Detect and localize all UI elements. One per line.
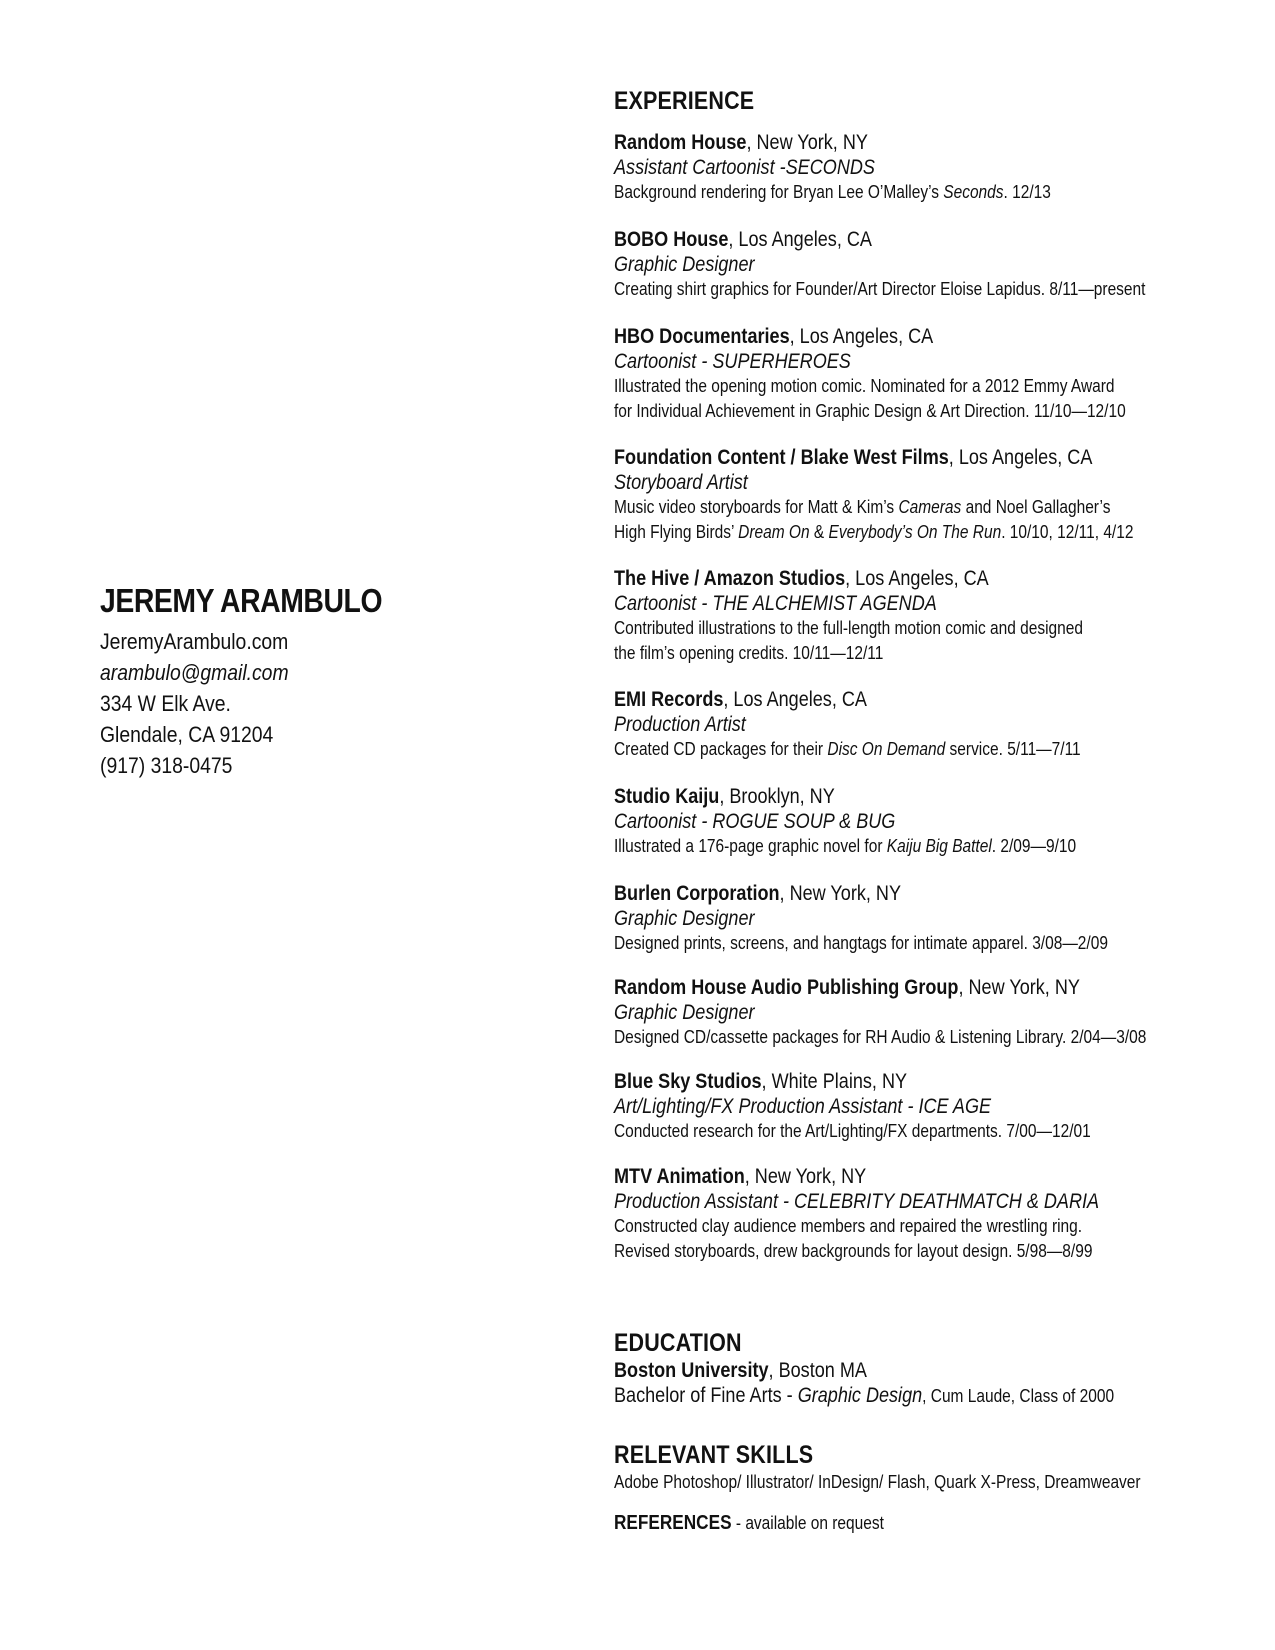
job-entry [614,1069,1168,1144]
job-title: Graphic Designer [614,907,755,930]
experience-heading: EXPERIENCE [614,87,755,115]
skills-section [614,1440,1226,1495]
italic-work-title: Dream On [738,522,810,542]
description-text: Illustrated a 176-page graphic novel for [614,836,887,856]
job-entry [614,130,1122,205]
job-description-line [614,520,1133,545]
job-header [614,1164,1099,1189]
job-header [614,227,1145,252]
description-text: High Flying Birds’ [614,522,739,542]
job-title: Production Assistant - CELEBRITY DEATHMATCH & DARIA [614,1190,1100,1213]
job-description-line [614,180,1051,205]
job-header [614,324,1126,349]
website: JeremyArambulo.com [100,629,289,654]
job-title: Cartoonist - THE ALCHEMIST AGENDA [614,592,937,615]
description-text: Revised storyboards, drew backgrounds for layout design. 5/98—8/99 [614,1241,1093,1261]
school-name: Boston University [614,1359,769,1382]
job-description-line [614,641,1083,666]
italic-work-title: Cameras [898,497,962,517]
description-text: Conducted research for the Art/Lighting/FX departments. 7/00—12/01 [614,1121,1091,1141]
job-entry [614,227,1232,302]
job-location: , New York, NY [958,976,1080,999]
job-location: , Los Angeles, CA [723,688,867,711]
description-text: Created CD packages for their [614,739,828,759]
job-description-line [614,495,1133,520]
education-school-line [614,1358,1114,1383]
description-text: for Individual Achievement in Graphic Design & Art Direction. 11/10—12/10 [614,401,1126,421]
job-description-line [614,931,1108,956]
degree-prefix: Bachelor of Fine Arts - [614,1384,798,1407]
job-header [614,130,1051,155]
job-title: Storyboard Artist [614,471,748,494]
description-text: . 12/13 [1003,182,1051,202]
education-section [614,1328,1195,1409]
references-section [614,1511,928,1536]
italic-work-title: Everybody’s On The Run [828,522,1002,542]
description-text: & [809,522,829,542]
description-text: Designed CD/cassette packages for RH Audio & Listening Library. 2/04—3/08 [614,1027,1147,1047]
italic-work-title: Disc On Demand [827,739,946,759]
description-text: Designed prints, screens, and hangtags for intimate apparel. 3/08—2/09 [614,933,1108,953]
job-location: , Los Angeles, CA [728,228,872,251]
job-title: Cartoonist - SUPERHEROES [614,350,851,373]
description-text: service. 5/11—7/11 [945,739,1081,759]
company-name: Foundation Content / Blake West Films [614,446,949,469]
job-description-line [614,1214,1099,1239]
job-entry [614,1164,1178,1264]
job-entry [614,324,1209,424]
job-header [614,881,1108,906]
job-header [614,784,1076,809]
contact-block [100,582,520,781]
job-entry [614,687,1157,762]
description-text: Contributed illustrations to the full-length motion comic and designed [614,618,1083,638]
applicant-name: JEREMY ARAMBULO [100,582,383,619]
description-text: Creating shirt graphics for Founder/Art Director Eloise Lapidus. 8/11—present [614,279,1146,299]
street-address: 334 W Elk Ave. [100,691,231,716]
job-entry [614,445,1218,545]
company-name: EMI Records [614,688,724,711]
job-entry [614,566,1159,666]
job-description-line [614,399,1126,424]
company-name: Blue Sky Studios [614,1070,762,1093]
company-name: Random House [614,131,747,154]
job-header [614,975,1146,1000]
references-text: - available on request [731,1513,884,1533]
company-name: MTV Animation [614,1165,745,1188]
job-title: Assistant Cartoonist -SECONDS [614,156,875,179]
job-description-line [614,1025,1146,1050]
city-state-zip: Glendale, CA 91204 [100,722,274,747]
description-text: Background rendering for Bryan Lee O’Malley’s [614,182,944,202]
company-name: Studio Kaiju [614,785,720,808]
description-text: and Noel Gallagher’s [961,497,1111,517]
job-description-line [614,1239,1099,1264]
job-title: Cartoonist - ROGUE SOUP & BUG [614,810,896,833]
description-text: the film’s opening credits. 10/11—12/11 [614,643,884,663]
job-entry [614,881,1188,956]
company-name: The Hive / Amazon Studios [614,567,846,590]
job-location: , New York, NY [744,1165,867,1188]
school-location: , Boston MA [768,1359,867,1382]
skills-heading: RELEVANT SKILLS [614,1441,814,1469]
degree-major: Graphic Design [797,1384,923,1407]
job-description-line [614,1119,1091,1144]
phone: (917) 318-0475 [100,753,233,778]
company-name: BOBO House [614,228,729,251]
job-location: , New York, NY [779,882,902,905]
italic-work-title: Seconds [943,182,1004,202]
job-entry [614,975,1233,1050]
job-location: , Los Angeles, CA [789,325,934,348]
job-title: Production Artist [614,713,746,736]
job-location: , White Plains, NY [761,1070,908,1093]
description-text: Music video storyboards for Matt & Kim’s [614,497,899,517]
job-description-line [614,277,1145,302]
degree-suffix: , Cum Laude, Class of 2000 [922,1386,1115,1406]
job-header [614,687,1081,712]
job-location: , Los Angeles, CA [845,567,989,590]
job-title: Graphic Designer [614,253,755,276]
skills-list: Adobe Photoshop/ Illustrator/ InDesign/ Flash, Quark X-Press, Dreamweaver [614,1472,1141,1492]
education-degree-line [614,1383,1114,1409]
education-heading: EDUCATION [614,1329,742,1357]
job-entry [614,784,1151,859]
references-line [614,1511,884,1536]
job-header [614,566,1083,591]
email: arambulo@gmail.com [100,660,289,685]
italic-work-title: Kaiju Big Battel [886,836,992,856]
description-text: Illustrated the opening motion comic. Nominated for a 2012 Emmy Award [614,376,1115,396]
job-description-line [614,374,1126,399]
job-location: , New York, NY [746,131,868,154]
company-name: Burlen Corporation [614,882,780,905]
experience-heading-wrap [614,86,777,116]
job-title: Graphic Designer [614,1001,755,1024]
job-location: , Brooklyn, NY [719,785,835,808]
description-text: . 10/10, 12/11, 4/12 [1001,522,1134,542]
job-header [614,445,1133,470]
references-label: REFERENCES [614,1512,732,1534]
job-description-line [614,834,1076,859]
job-header [614,1069,1091,1094]
company-name: HBO Documentaries [614,325,790,348]
job-description-line [614,737,1081,762]
description-text: . 2/09—9/10 [991,836,1077,856]
job-description-line [614,616,1083,641]
description-text: Constructed clay audience members and repaired the wrestling ring. [614,1216,1083,1236]
job-location: , Los Angeles, CA [948,446,1093,469]
company-name: Random House Audio Publishing Group [614,976,959,999]
job-title: Art/Lighting/FX Production Assistant - ICE AGE [614,1095,992,1118]
